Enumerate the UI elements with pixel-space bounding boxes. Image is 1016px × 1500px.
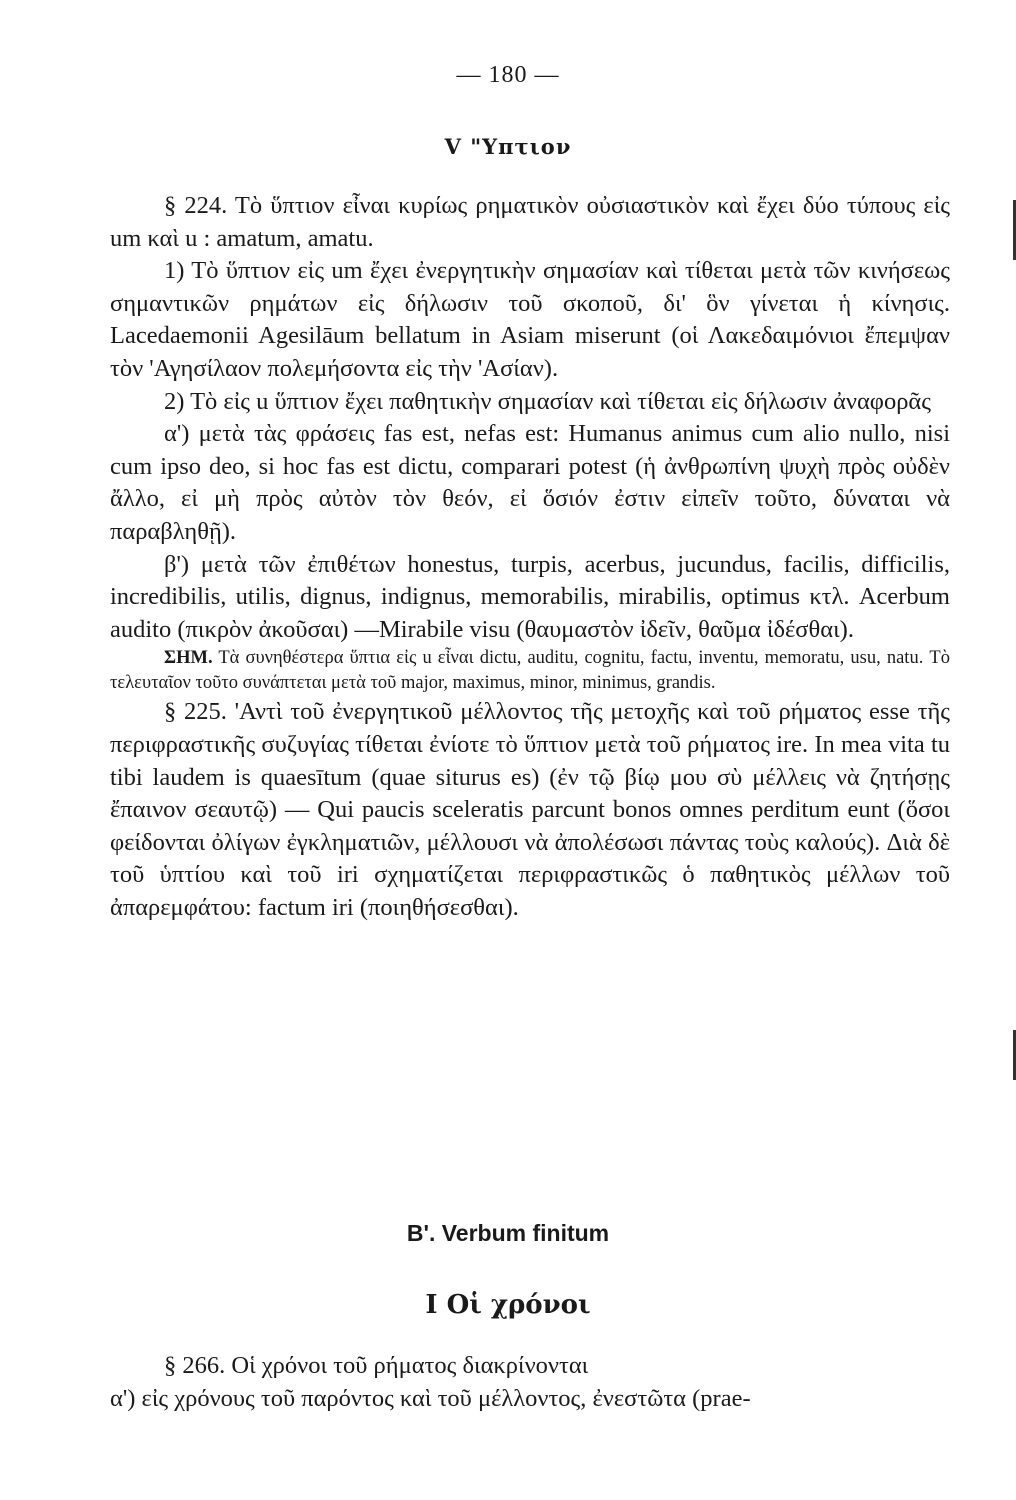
paragraph-266a: α') εἰς χρόνους τοῦ παρόντος καὶ τοῦ μέλλοντος, ἐνεστῶτα (prae- [110, 1384, 751, 1412]
paragraph-2a: α') μετὰ τὰς φράσεις fas est, nefas est: Humanus animus cum alio nullo, nisi cum ipso deo, si hoc fas est dictu, comparari potest (ἡ ἀνθρωπίνη ψυχὴ πρὸς οὐδὲν ἄλλο, εἰ μὴ πρὸς αὐτὸν τὸν θεόν, εἰ ὅσιόν ἐστιν εἰπεῖν τοῦτο, δύναται νὰ παραβληθῇ). [110, 420, 950, 545]
note-paragraph [110, 646, 950, 696]
paragraph-224: § 224. Τὸ ὕπτιον εἶναι κυρίως ρηματικὸν οὐσιαστικὸν καὶ ἔχει δύο τύπους εἰς um καὶ u : amatum, amatu. [110, 192, 950, 252]
paragraph-225: § 225. 'Αντὶ τοῦ ἐνεργητικοῦ μέλλοντος τῆς μετοχῆς καὶ τοῦ ρήματος esse τῆς περιφραστικῆς συζυγίας τίθεται ἐνίοτε τὸ ὕπτιον μετὰ τοῦ ρήματος ire. In mea vita tu tibi laudem is quaesītum (quae siturus es) (ἐν τῷ βίῳ μου σὺ μέλλεις νὰ ζητήσῃς ἔπαινον σεαυτῷ) — Qui paucis sceleratis parcunt bonos omnes perditum eunt (ὅσοι φείδονται ὀλίγων ἐγκληματιῶν, μέλλουσι νὰ ἀπολέσωσι πάντας τοὺς καλούς). Διὰ δὲ τοῦ ὑπτίου καὶ τοῦ iri σχηματίζεται περιφραστικῶς ὁ παθητικὸς μέλλων τοῦ ἀπαρεμφάτου: factum iri (ποιηθήσεσθαι). [110, 698, 950, 921]
paragraph-266: § 266. Οἱ χρόνοι τοῦ ρήματος διακρίνονται [164, 1352, 589, 1379]
tenses-text-block [110, 1350, 950, 1415]
paragraph-2b: β') μετὰ τῶν ἐπιθέτων honestus, turpis, acerbus, jucundus, facilis, difficilis, incredibilis, utilis, dignus, indignus, memorabilis, mirabilis, optimus κτλ. Acerbum audito (πικρὸν ἀκοῦσαι) —Mirabile visu (θαυμαστὸν ἰδεῖν, θαῦμα ἰδέσθαι). [110, 550, 950, 643]
paragraph-1: 1) Τὸ ὕπτιον εἰς um ἔχει ἐνεργητικὴν σημασίαν καὶ τίθεται μετὰ τῶν κινήσεως σημαντικῶν ρημάτων εἰς δήλωσιν τοῦ σκοποῦ, δι' ὃν γίνεται ἡ κίνησις. Lacedaemonii Agesilāum bellatum in Asiam miserunt (οἱ Λακεδαιμόνιοι ἔπεμψαν τὸν 'Αγησίλαον πολεμήσοντα εἰς τὴν 'Ασίαν). [110, 257, 950, 382]
section-heading-verbum-finitum: Β'. Verbum finitum [406, 1220, 610, 1246]
paragraph-2: 2) Τὸ εἰς u ὕπτιον ἔχει παθητικὴν σημασίαν καὶ τίθεται εἰς δήλωσιν ἀναφορᾶς [164, 387, 931, 415]
note-label: ΣΗΜ. [164, 648, 213, 669]
note-text: Τὰ συνηθέστερα ὕπτια εἰς u εἶναι dictu, auditu, cognitu, factu, inventu, memoratu, usu, natu. Τὸ τελευταῖον τοῦτο συνάπτεται μετὰ τοῦ major, maximus, minor, minimus, grandis. [110, 648, 950, 694]
section-heading-tenses: I Οἱ χρόνοι [425, 1290, 591, 1320]
section-heading-supine: V "Υπτιον [444, 134, 572, 159]
main-text-block [110, 190, 950, 924]
page-number: — 180 — [456, 62, 560, 88]
